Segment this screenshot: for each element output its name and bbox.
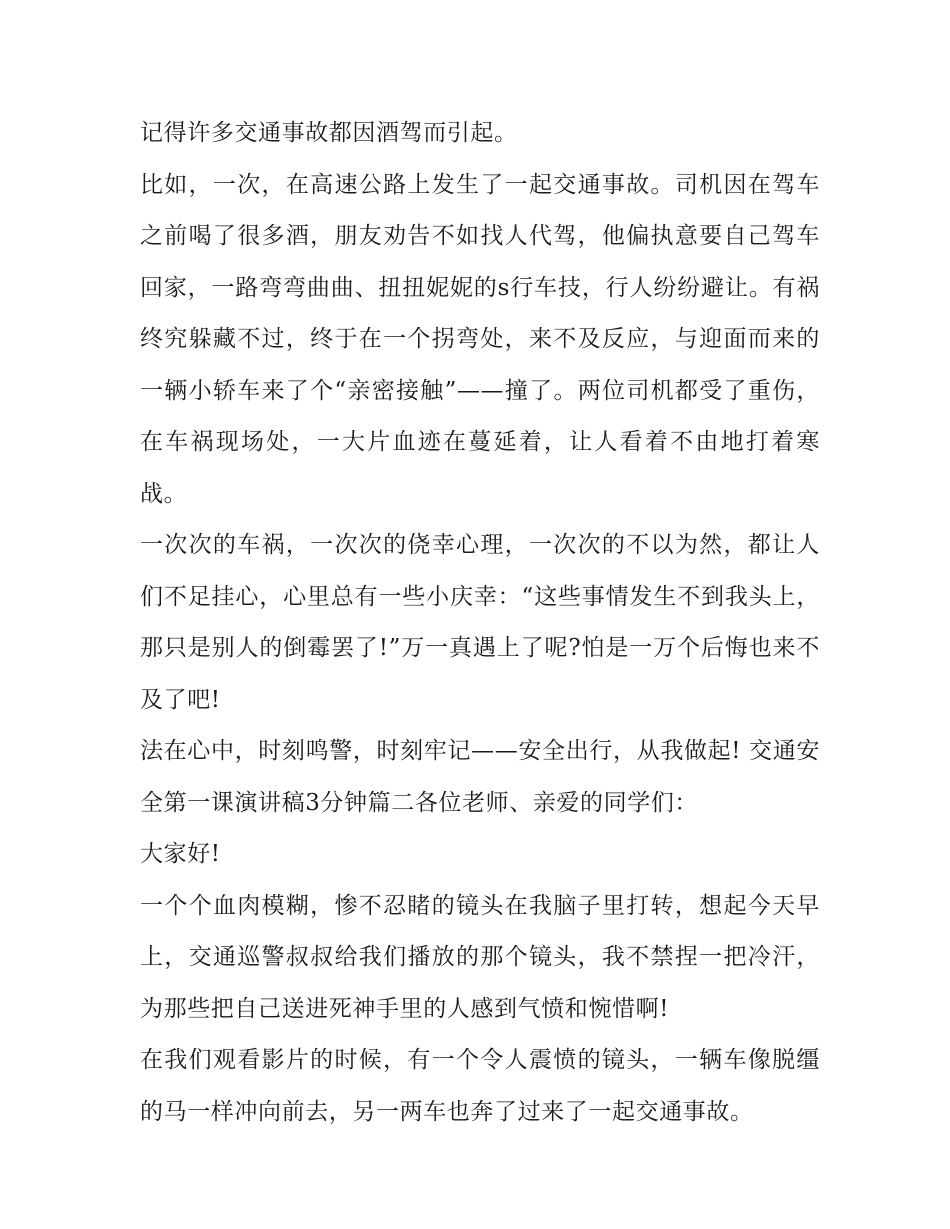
paragraph-5: 大家好!	[140, 841, 221, 867]
paragraph-1: 记得许多交通事故都因酒驾而引起。	[140, 120, 518, 146]
document-body	[140, 108, 820, 1138]
paragraph-2: 比如，一次，在高速公路上发生了一起交通事故。司机因在驾车之前喝了很多酒，朋友劝告不如找人代驾，他偏执意要自己驾车回家，一路弯弯曲曲、扭扭妮妮的s行车技，行人纷纷避让。有祸终究躲藏不过，终于在一个拐弯处，来不及反应，与迎面而来的一辆小轿车来了个“亲密接触”——撞了。两位司机都受了重伤，在车祸现场处，一大片血迹在蔓延着，让人看着不由地打着寒战。	[140, 171, 820, 507]
paragraph-7: 在我们观看影片的时候，有一个令人震愤的镜头，一辆车像脱缰的马一样冲向前去，另一两车也奔了过来了一起交通事故。	[140, 1047, 820, 1125]
paragraph-4: 法在心中，时刻鸣警，时刻牢记——安全出行，从我做起! 交通安全第一课演讲稿3分钟篇二各位老师、亲爱的同学们：	[140, 738, 820, 816]
paragraph-6: 一个个血肉模糊，惨不忍睹的镜头在我脑子里打转，想起今天早上，交通巡警叔叔给我们播放的那个镜头，我不禁捏一把冷汗，为那些把自己送进死神手里的人感到气愤和惋惜啊!	[140, 892, 820, 1022]
paragraph-3: 一次次的车祸，一次次的侥幸心理，一次次的不以为然，都让人们不足挂心，心里总有一些小庆幸：“这些事情发生不到我头上，那只是别人的倒霉罢了!”万一真遇上了呢?怕是一万个后悔也来不及了吧!	[140, 532, 820, 713]
